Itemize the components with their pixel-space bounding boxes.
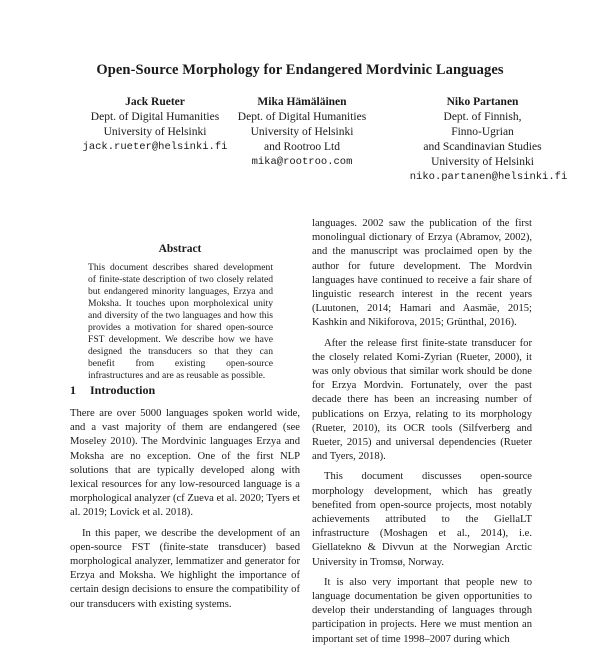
left-column: [70, 407, 300, 618]
body-paragraph: After the release first finite-state transducer for the closely related Komi-Zyrian (Rueter, 2000), it was only obvious that similar work should be done for Erzya Mordvin. Fortunately, over the past decade there has been an increasing number of publications on Erzya, relating to its morphology (Rueter, 2010), its OCR tools (Silfverberg and Rueter, 2015) and universal dependencies (Rueter and Tyers, 2018).: [312, 337, 532, 463]
section-heading: [70, 383, 155, 398]
section-number: 1: [70, 383, 76, 397]
abstract-heading: Abstract: [158, 243, 202, 255]
author-affiliation-line: and Scandinavian Studies: [423, 141, 542, 153]
author-email[interactable]: mika@rootroo.com: [251, 156, 353, 168]
section-title: Introduction: [90, 383, 156, 397]
body-paragraph: There are over 5000 languages spoken world wide, and a vast majority of them are endangered (see Moseley 2010). The Mordvinic languages Erzya and Moksha are no exception. One of the first NLP solutions that are typically developed along with lexical resources for any low-resourced language is a morphological analyzer (cf Zueva et al. 2020; Tyers et al. 2019; Lovick et al. 2018).: [70, 408, 300, 519]
right-column: [312, 217, 532, 653]
author-name: Jack Rueter: [125, 96, 185, 108]
author-name: Mika Hämäläinen: [257, 96, 347, 108]
body-paragraph: languages. 2002 saw the publication of the first monolingual dictionary of Erzya (Abramov, 2002), and the manuscript was proclaimed open by the author for future development. The Mordvin languages have continued to receive a fair share of linguistic research interest in the recent years (Luutonen, 2014; Hamari and Aasmäe, 2015; Kashkin and Nikiforova, 2015; Grünthal, 2016).: [312, 218, 532, 329]
author-block-3: [380, 95, 585, 185]
author-email[interactable]: jack.rueter@helsinki.fi: [82, 141, 228, 153]
body-paragraph: In this paper, we describe the development of an open-source FST (finite-state transducer) based morphological analyzer, lemmatizer and generator for Erzya and Moksha. We highlight the importance of certain design decisions to ensure the compatibility of our transducers with existing systems.: [70, 527, 300, 610]
author-affiliation-line: University of Helsinki: [431, 156, 534, 168]
abstract-text: This document describes shared development of finite-state description of two closely related but endangered minority languages, Erzya and Moksha. It touches upon morpholexical unity and diversity of the two languages and how this provides a motivation for shared open-source FST development. We describe how we have designed the transducers so that they can benefit from existing open-source infrastructures and are as reusable as possible.: [88, 262, 273, 381]
author-name: Niko Partanen: [446, 96, 519, 108]
author-affiliation-line: Dept. of Digital Humanities: [90, 111, 220, 123]
author-affiliation-line: and Rootroo Ltd: [263, 141, 341, 153]
paper-title: Open-Source Morphology for Endangered Mordvinic Languages: [96, 62, 504, 78]
author-email[interactable]: niko.partanen@helsinki.fi: [409, 171, 568, 183]
author-affiliation-line: Finno-Ugrian: [451, 126, 514, 138]
author-block-2: [222, 95, 382, 170]
body-paragraph: It is also very important that people new to language documentation be given opportunities to develop their understanding of languages through participation in projects. Here we must mention an important set of time 1998–2007 during which: [312, 576, 532, 645]
author-affiliation-line: Dept. of Digital Humanities: [237, 111, 367, 123]
author-affiliation-line: Dept. of Finnish,: [443, 111, 522, 123]
body-paragraph: This document discusses open-source morphology development, which has greatly benefited from open-source projects, most notably achievements attributed to the GiellaLT infrastructure (Moshagen et al., 2014), i.e. Giellatekno & Divvun at the Norwegian Arctic University in Tromsø, Norway.: [312, 471, 532, 568]
author-affiliation-line: University of Helsinki: [103, 126, 207, 138]
author-affiliation-line: University of Helsinki: [250, 126, 354, 138]
